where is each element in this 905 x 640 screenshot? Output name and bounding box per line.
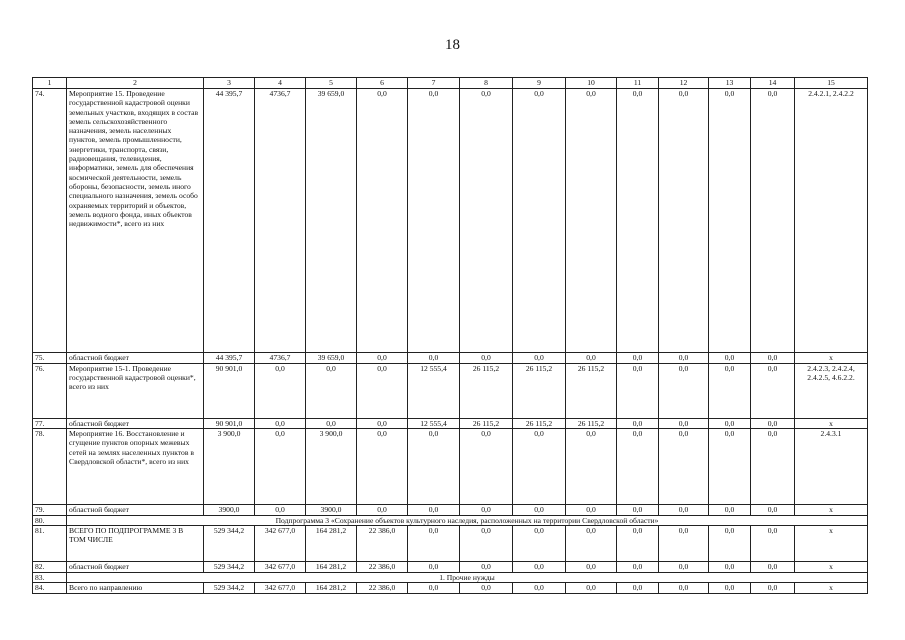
value-cell: 0,0 bbox=[566, 562, 617, 573]
value-cell: 0,0 bbox=[709, 526, 751, 562]
budget-table bbox=[32, 77, 868, 594]
value-cell: 164 281,2 bbox=[306, 526, 357, 562]
value-cell: 0,0 bbox=[709, 505, 751, 516]
row-number: 78. bbox=[33, 429, 67, 505]
value-cell: 0,0 bbox=[408, 526, 460, 562]
target-indicator-code: x bbox=[795, 418, 868, 429]
value-cell: 0,0 bbox=[566, 505, 617, 516]
target-indicator-code: x bbox=[795, 526, 868, 562]
value-cell: 342 677,0 bbox=[255, 583, 306, 594]
value-cell: 342 677,0 bbox=[255, 526, 306, 562]
column-header: 2 bbox=[67, 78, 204, 89]
value-cell: 0,0 bbox=[357, 363, 408, 418]
column-header: 12 bbox=[659, 78, 709, 89]
row-description: областной бюджет bbox=[67, 562, 204, 573]
row-description: областной бюджет bbox=[67, 418, 204, 429]
value-cell: 0,0 bbox=[513, 562, 566, 573]
value-cell: 0,0 bbox=[513, 583, 566, 594]
value-cell: 0,0 bbox=[709, 363, 751, 418]
column-header: 4 bbox=[255, 78, 306, 89]
value-cell: 12 555,4 bbox=[408, 418, 460, 429]
value-cell: 0,0 bbox=[659, 526, 709, 562]
value-cell: 0,0 bbox=[408, 583, 460, 594]
value-cell: 0,0 bbox=[659, 89, 709, 353]
value-cell: 26 115,2 bbox=[460, 363, 513, 418]
value-cell: 0,0 bbox=[357, 505, 408, 516]
row-number: 84. bbox=[33, 583, 67, 594]
row-number: 74. bbox=[33, 89, 67, 353]
value-cell: 4736,7 bbox=[255, 89, 306, 353]
value-cell: 0,0 bbox=[460, 353, 513, 364]
value-cell: 0,0 bbox=[566, 429, 617, 505]
column-header: 9 bbox=[513, 78, 566, 89]
value-cell: 44 395,7 bbox=[204, 89, 255, 353]
value-cell: 0,0 bbox=[408, 505, 460, 516]
target-indicator-code: x bbox=[795, 353, 868, 364]
table-row bbox=[33, 363, 868, 418]
value-cell: 0,0 bbox=[751, 583, 795, 594]
row-number: 83. bbox=[33, 572, 67, 583]
value-cell: 90 901,0 bbox=[204, 418, 255, 429]
value-cell: 4736,7 bbox=[255, 353, 306, 364]
target-indicator-code: 2.4.2.1, 2.4.2.2 bbox=[795, 89, 868, 353]
value-cell: 26 115,2 bbox=[566, 418, 617, 429]
table-row bbox=[33, 505, 868, 516]
table-row bbox=[33, 89, 868, 353]
column-header: 5 bbox=[306, 78, 357, 89]
section-row bbox=[33, 515, 868, 526]
value-cell: 0,0 bbox=[709, 418, 751, 429]
value-cell: 0,0 bbox=[357, 89, 408, 353]
row-number: 81. bbox=[33, 526, 67, 562]
value-cell: 0,0 bbox=[255, 363, 306, 418]
value-cell: 39 659,0 bbox=[306, 89, 357, 353]
value-cell: 0,0 bbox=[659, 583, 709, 594]
table-row bbox=[33, 429, 868, 505]
value-cell: 0,0 bbox=[751, 562, 795, 573]
page-number: 18 bbox=[445, 37, 460, 53]
row-description: Мероприятие 15. Проведение государственной кадастровой оценки земельных участков, входящих в состав земель сельскохозяйственного назначения, земель населенных пунктов, земель промышленности, энергетики, транспорта, связи, радиовещания, телевидения, информатики, земель для обеспечения космической деятельности, земель обороны, безопасности, земель иного специального назначения, земель особо охраняемых территорий и объектов, земель водного фонда, иных объектов недвижимости*, всего из них bbox=[67, 89, 204, 353]
value-cell: 22 386,0 bbox=[357, 583, 408, 594]
value-cell: 0,0 bbox=[357, 353, 408, 364]
row-description: Мероприятие 15-1. Проведение государственной кадастровой оценки*, всего из них bbox=[67, 363, 204, 418]
table-row bbox=[33, 353, 868, 364]
section-title: Подпрограмма 3 «Сохранение объектов культурного наследия, расположенных на территории Свердловской области» bbox=[67, 515, 868, 526]
value-cell: 3 900,0 bbox=[204, 429, 255, 505]
value-cell: 0,0 bbox=[617, 526, 659, 562]
value-cell: 0,0 bbox=[357, 418, 408, 429]
row-number: 77. bbox=[33, 418, 67, 429]
value-cell: 22 386,0 bbox=[357, 526, 408, 562]
table-row bbox=[33, 562, 868, 573]
row-description: областной бюджет bbox=[67, 353, 204, 364]
value-cell: 44 395,7 bbox=[204, 353, 255, 364]
table-row bbox=[33, 418, 868, 429]
value-cell: 0,0 bbox=[659, 353, 709, 364]
value-cell: 0,0 bbox=[751, 363, 795, 418]
value-cell: 26 115,2 bbox=[513, 363, 566, 418]
value-cell: 0,0 bbox=[617, 562, 659, 573]
value-cell: 0,0 bbox=[659, 418, 709, 429]
value-cell: 26 115,2 bbox=[513, 418, 566, 429]
value-cell: 0,0 bbox=[566, 583, 617, 594]
value-cell: 0,0 bbox=[460, 583, 513, 594]
column-header: 3 bbox=[204, 78, 255, 89]
value-cell: 0,0 bbox=[659, 562, 709, 573]
row-number: 82. bbox=[33, 562, 67, 573]
value-cell: 0,0 bbox=[751, 429, 795, 505]
value-cell: 26 115,2 bbox=[460, 418, 513, 429]
column-header: 13 bbox=[709, 78, 751, 89]
target-indicator-code: x bbox=[795, 562, 868, 573]
table-row bbox=[33, 583, 868, 594]
column-header: 11 bbox=[617, 78, 659, 89]
row-number: 75. bbox=[33, 353, 67, 364]
value-cell: 0,0 bbox=[460, 89, 513, 353]
value-cell: 0,0 bbox=[617, 429, 659, 505]
table-body bbox=[33, 78, 868, 594]
target-indicator-code: 2.4.3.1 bbox=[795, 429, 868, 505]
value-cell: 0,0 bbox=[751, 505, 795, 516]
value-cell: 12 555,4 bbox=[408, 363, 460, 418]
value-cell: 0,0 bbox=[566, 526, 617, 562]
value-cell: 0,0 bbox=[408, 562, 460, 573]
value-cell: 0,0 bbox=[460, 505, 513, 516]
row-description: ВСЕГО ПО ПОДПРОГРАММЕ 3 В ТОМ ЧИСЛЕ bbox=[67, 526, 204, 562]
value-cell: 0,0 bbox=[617, 363, 659, 418]
value-cell: 0,0 bbox=[709, 583, 751, 594]
value-cell: 22 386,0 bbox=[357, 562, 408, 573]
value-cell: 0,0 bbox=[408, 429, 460, 505]
value-cell: 0,0 bbox=[255, 418, 306, 429]
column-header: 15 bbox=[795, 78, 868, 89]
value-cell: 529 344,2 bbox=[204, 583, 255, 594]
value-cell: 0,0 bbox=[357, 429, 408, 505]
value-cell: 0,0 bbox=[513, 89, 566, 353]
value-cell: 0,0 bbox=[460, 429, 513, 505]
row-description: областной бюджет bbox=[67, 505, 204, 516]
value-cell: 0,0 bbox=[408, 353, 460, 364]
value-cell: 0,0 bbox=[617, 353, 659, 364]
value-cell: 0,0 bbox=[460, 562, 513, 573]
row-description: Мероприятие 16. Восстановление и сгущение пунктов опорных межевых сетей на землях населенных пунктов в Свердловской области*, всего из них bbox=[67, 429, 204, 505]
value-cell: 0,0 bbox=[709, 353, 751, 364]
value-cell: 0,0 bbox=[751, 526, 795, 562]
target-indicator-code: 2.4.2.3, 2.4.2.4, 2.4.2.5, 4.6.2.2. bbox=[795, 363, 868, 418]
table-row bbox=[33, 526, 868, 562]
column-header: 8 bbox=[460, 78, 513, 89]
section-title: 1. Прочие нужды bbox=[67, 572, 868, 583]
value-cell: 0,0 bbox=[659, 363, 709, 418]
value-cell: 0,0 bbox=[617, 583, 659, 594]
row-number: 79. bbox=[33, 505, 67, 516]
value-cell: 0,0 bbox=[617, 418, 659, 429]
value-cell: 0,0 bbox=[306, 363, 357, 418]
value-cell: 164 281,2 bbox=[306, 583, 357, 594]
value-cell: 0,0 bbox=[513, 526, 566, 562]
value-cell: 0,0 bbox=[513, 429, 566, 505]
value-cell: 0,0 bbox=[306, 418, 357, 429]
value-cell: 3900,0 bbox=[204, 505, 255, 516]
value-cell: 529 344,2 bbox=[204, 562, 255, 573]
column-header: 7 bbox=[408, 78, 460, 89]
target-indicator-code: x bbox=[795, 583, 868, 594]
row-number: 76. bbox=[33, 363, 67, 418]
row-number: 80. bbox=[33, 515, 67, 526]
value-cell: 0,0 bbox=[659, 505, 709, 516]
value-cell: 0,0 bbox=[709, 429, 751, 505]
value-cell: 0,0 bbox=[617, 89, 659, 353]
value-cell: 0,0 bbox=[255, 505, 306, 516]
column-header-row bbox=[33, 78, 868, 89]
value-cell: 164 281,2 bbox=[306, 562, 357, 573]
value-cell: 3900,0 bbox=[306, 505, 357, 516]
value-cell: 0,0 bbox=[513, 505, 566, 516]
value-cell: 0,0 bbox=[659, 429, 709, 505]
value-cell: 90 901,0 bbox=[204, 363, 255, 418]
value-cell: 342 677,0 bbox=[255, 562, 306, 573]
column-header: 14 bbox=[751, 78, 795, 89]
column-header: 10 bbox=[566, 78, 617, 89]
value-cell: 0,0 bbox=[566, 89, 617, 353]
value-cell: 3 900,0 bbox=[306, 429, 357, 505]
value-cell: 0,0 bbox=[709, 89, 751, 353]
value-cell: 0,0 bbox=[751, 418, 795, 429]
value-cell: 0,0 bbox=[617, 505, 659, 516]
value-cell: 0,0 bbox=[751, 353, 795, 364]
value-cell: 39 659,0 bbox=[306, 353, 357, 364]
value-cell: 0,0 bbox=[255, 429, 306, 505]
value-cell: 529 344,2 bbox=[204, 526, 255, 562]
value-cell: 0,0 bbox=[513, 353, 566, 364]
value-cell: 0,0 bbox=[751, 89, 795, 353]
column-header: 6 bbox=[357, 78, 408, 89]
target-indicator-code: x bbox=[795, 505, 868, 516]
row-description: Всего по направлению bbox=[67, 583, 204, 594]
column-header: 1 bbox=[33, 78, 67, 89]
value-cell: 0,0 bbox=[460, 526, 513, 562]
section-row bbox=[33, 572, 868, 583]
value-cell: 0,0 bbox=[408, 89, 460, 353]
value-cell: 26 115,2 bbox=[566, 363, 617, 418]
value-cell: 0,0 bbox=[566, 353, 617, 364]
value-cell: 0,0 bbox=[709, 562, 751, 573]
